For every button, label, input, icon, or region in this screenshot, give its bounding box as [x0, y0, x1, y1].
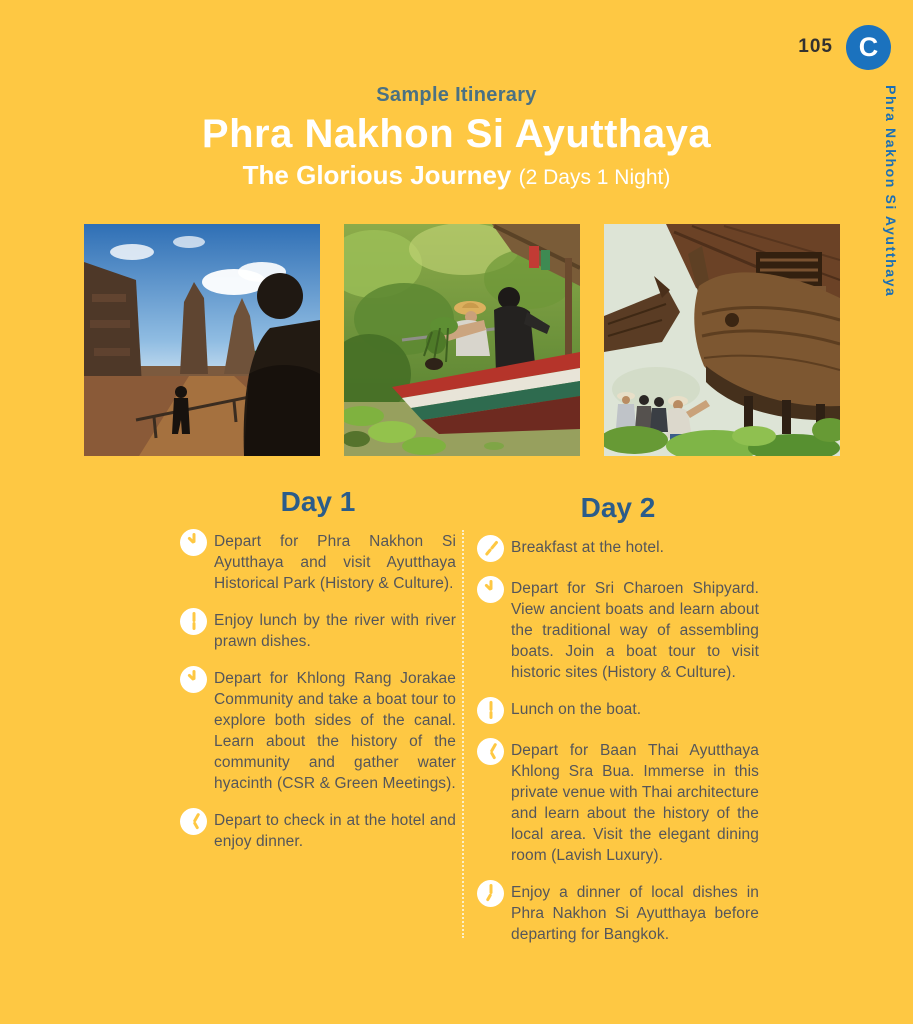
- side-tab-label: Phra Nakhon Si Ayutthaya: [883, 85, 899, 298]
- photo-row: [84, 224, 840, 456]
- itinerary-item: [477, 699, 759, 724]
- eyebrow-title: Sample Itinerary: [376, 84, 537, 106]
- day-2-column: [477, 488, 759, 945]
- item-text: Depart for Khlong Rang Jorakae Community and take a boat tour to explore both sides of the canal. Learn about the history of the community and gather water hyacinth (CSR & Green Meetings).: [214, 670, 456, 792]
- canal-boat-illustration: [344, 224, 580, 456]
- clock-icon: [477, 535, 504, 562]
- page-subtitle: [0, 160, 913, 191]
- page-number: 105: [798, 36, 833, 57]
- item-text: Depart for Sri Charoen Shipyard. View ancient boats and learn about the traditional way of assembling boats. Join a boat tour to visit historic sites (History & Culture).: [511, 580, 759, 681]
- photo-historical-park: [84, 224, 320, 456]
- historical-park-illustration: [84, 224, 320, 456]
- day-2-items: [477, 537, 759, 945]
- itinerary-item: [180, 531, 456, 594]
- itinerary-item: [477, 882, 759, 945]
- day-1-heading: Day 1: [280, 486, 356, 517]
- item-text: Breakfast at the hotel.: [511, 539, 665, 556]
- photo-canal-boat: [344, 224, 580, 456]
- item-text: Depart for Phra Nakhon Si Ayutthaya and visit Ayutthaya Historical Park (History & Culture).: [214, 533, 456, 592]
- item-text: Depart to check in at the hotel and enjoy dinner.: [214, 812, 456, 850]
- clock-icon: [180, 608, 207, 635]
- clock-icon: [180, 666, 207, 693]
- column-divider: [462, 530, 464, 938]
- itinerary-item: [477, 537, 759, 562]
- item-text: Depart for Baan Thai Ayutthaya Khlong Sra Bua. Immerse in this private venue with Thai architecture and learn about the history of the local area. Visit the elegant dining room (Lavish Luxury).: [511, 742, 759, 864]
- clock-icon: [180, 529, 207, 556]
- clock-icon: [477, 880, 504, 907]
- day-1-items: [180, 531, 456, 852]
- item-text: Lunch on the boat.: [511, 701, 642, 718]
- day-2-heading: Day 2: [580, 492, 656, 523]
- subtitle-text: The Glorious Journey: [242, 160, 512, 190]
- itinerary-item: [180, 668, 456, 794]
- item-text: Enjoy lunch by the river with river prawn dishes.: [214, 612, 456, 650]
- day-1-column: [180, 488, 456, 852]
- chapter-badge: [846, 25, 891, 70]
- clock-icon: [477, 738, 504, 765]
- itinerary-item: [477, 740, 759, 866]
- shipyard-illustration: [604, 224, 840, 456]
- itinerary-item: [180, 610, 456, 652]
- item-text: Enjoy a dinner of local dishes in Phra Nakhon Si Ayutthaya before departing for Bangkok.: [511, 884, 759, 943]
- title-block: [0, 84, 913, 191]
- page-title: Phra Nakhon Si Ayutthaya: [201, 112, 712, 156]
- clock-icon: [180, 808, 207, 835]
- itinerary-item: [180, 810, 456, 852]
- chapter-badge-letter: C: [858, 32, 879, 62]
- clock-icon: [477, 697, 504, 724]
- photo-shipyard: [604, 224, 840, 456]
- itinerary-item: [477, 578, 759, 683]
- clock-icon: [477, 576, 504, 603]
- subtitle-note: (2 Days 1 Night): [518, 166, 671, 189]
